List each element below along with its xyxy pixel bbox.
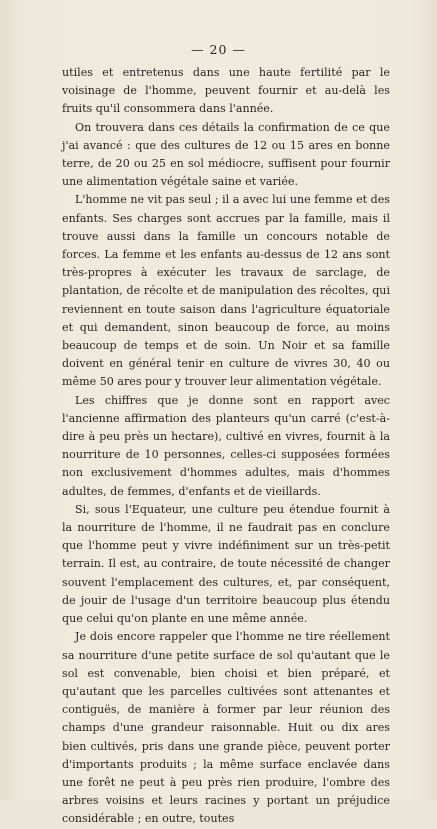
paragraph-3: L'homme ne vit pas seul ; il a avec lui une femme et des enfants. Ses charges sont accrues par la famille, mais il trouve aussi dans la famille un concours notable de forces. La femme et les enfants au-dessus de 12 ans sont très-propres à exécuter les travaux de sarclage, de plantation, de récolte et de manipulation des récoltes, qui reviennent en toute saison dans l'agriculture équatoriale et qui demandent, sinon beaucoup de force, au moins beaucoup de temps et de soin. Un Noir et sa famille doivent en général tenir en culture de vivres 30, 40 ou même 50 ares pour y trouver leur alimentation végétale. [62, 193, 390, 389]
paragraph-2: On trouvera dans ces détails la confirmation de ce que j'ai avancé : que des cultures de 12 ou 15 ares en bonne terre, de 20 ou 25 en sol médiocre, suffisent pour fournir une alimentation végétale saine et variée. [62, 120, 390, 189]
paragraph-4: Les chiffres que je donne sont en rapport avec l'ancienne affirmation des planteurs qu'un carré (c'est-à-dire à peu près un hectare), cultivé en vivres, fournit à la nourriture de 10 personnes, celles-ci supposées formées non exclusivement d'hommes adultes, mais d'hommes adultes, de femmes, d'enfants et de vieillards. [62, 393, 390, 498]
page-number: — 20 — [191, 42, 246, 57]
paragraph-6: Je dois encore rappeler que l'homme ne tire réellement sa nourriture d'une petite surface de sol qu'autant que le sol est convenable, bien choisi et bien préparé, et qu'autant que les parcelles cultivées sont attenantes et contiguës, de manière à former par leur réunion des champs d'une grandeur raisonnable. Huit ou dix ares bien cultivés, pris dans une grande pièce, peuvent porter d'importants produits ; la même surface enclavée dans une forêt ne peut à peu près rien produire, l'ombre des arbres voisins et leurs racines y portant un préjudice considérable ; en outre, toutes [62, 630, 390, 826]
paragraph-5: Si, sous l'Equateur, une culture peu étendue fournit à la nourriture de l'homme, il ne faudrait pas en conclure que l'homme peut y vivre indéfiniment sur un très-petit terrain. Il est, au contraire, de toute nécessité de changer souvent l'emplacement des cultures, et, par conséquent, de jouir de l'usage d'un territoire beaucoup plus étendu que celui qu'on plante en une même année. [62, 502, 390, 626]
paragraph-1: utiles et entretenus dans une haute fertilité par le voisinage de l'homme, peuvent fournir et au-delà les fruits qu'il consommera dans l'année. [62, 66, 390, 116]
body-text [62, 64, 390, 829]
